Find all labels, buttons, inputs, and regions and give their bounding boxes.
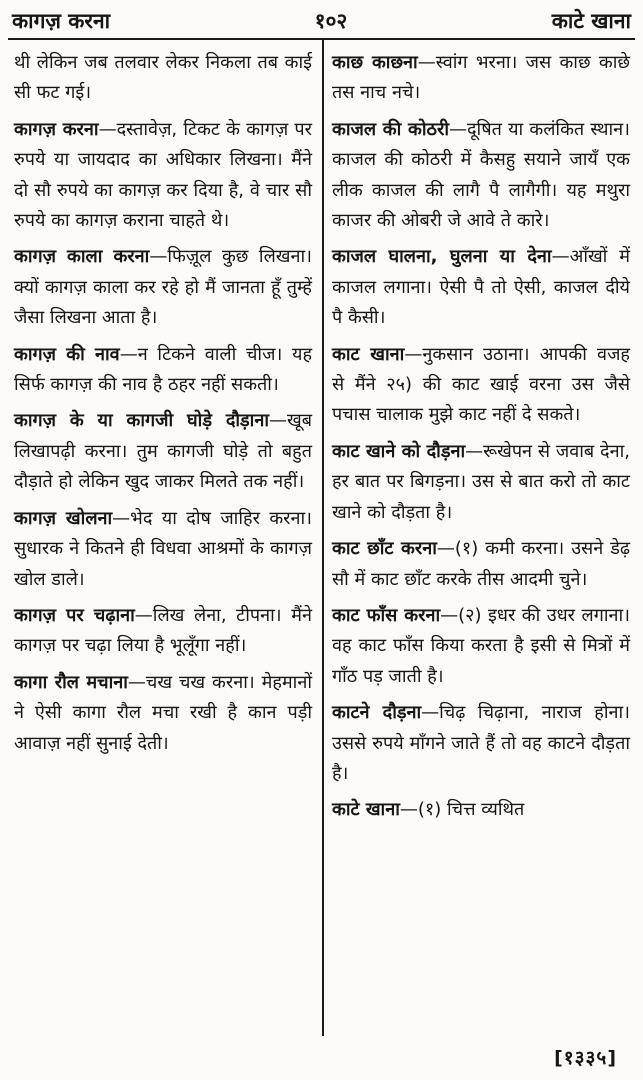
entry-text: —रूखेपन से जवाब देना, हर बात पर बिगड़ना। उस से बात करो तो काट खाने को दौड़ता है। bbox=[332, 440, 630, 523]
entry-headword: कागा रौल मचाना bbox=[14, 671, 128, 693]
left-column bbox=[14, 48, 312, 765]
entry-headword: काट छाँट करना bbox=[332, 538, 437, 560]
entry-text: थी लेकिन जब तलवार लेकर निकला तब काई सी फट गई। bbox=[14, 52, 312, 104]
entry-headword: काटे खाना bbox=[332, 799, 400, 821]
entry-text: —भेद या दोष जाहिर करना। सुधारक ने कितने ही विधवा आश्रमों के कागज़ खोल डाले। bbox=[14, 507, 312, 590]
entry-text: —स्वांग भरना। जस काछ काछे तस नाच नचे। bbox=[332, 52, 630, 104]
page-number: १०२ bbox=[314, 9, 348, 33]
entry bbox=[14, 504, 312, 595]
entry bbox=[14, 242, 312, 333]
entry bbox=[332, 242, 630, 333]
entry-headword: कागज़ करना bbox=[14, 118, 99, 140]
entry bbox=[332, 340, 630, 431]
entry bbox=[332, 698, 630, 789]
entry-headword: काजल घालना, घुलना या देना bbox=[332, 246, 552, 268]
entry-headword: कागज़ काला करना bbox=[14, 246, 150, 268]
entry bbox=[14, 668, 312, 759]
entry-text: —दस्तावेज़, टिकट के कागज़ पर रुपये या जायदाद का अधिकार लिखना। मैंने दो सौ रुपये का कागज़ कर दिया है, वे चार सौ रुपये का कागज़ कराना चाहते थे। bbox=[14, 118, 312, 232]
entry-headword: कागज़ पर चढ़ाना bbox=[14, 604, 135, 626]
entry-text: —आँखों में काजल लगाना। ऐसी पै तो ऐसी, काजल दीये पै कैसी। bbox=[332, 246, 630, 329]
entry bbox=[14, 406, 312, 497]
page-header bbox=[12, 6, 631, 36]
entry bbox=[332, 48, 630, 109]
entry-headword: काट फाँस करना bbox=[332, 604, 441, 626]
entry-text: —(२) इधर की उधर लगाना। वह काट फाँस किया करता है इसी से मित्रों में गाँठ पड़ जाती है। bbox=[332, 604, 630, 687]
entry-text: —(१) चित्त व्यथित bbox=[399, 799, 525, 821]
entry-headword: कागज़ की नाव bbox=[14, 343, 120, 365]
entry-headword: कागज़ खोलना bbox=[14, 507, 113, 529]
entry-text: —खूब लिखापढ़ी करना। तुम कागजी घोड़े तो बहुत दौड़ाते हो लेकिन खुद जाकर मिलते तक नहीं। bbox=[14, 410, 312, 493]
entry-headword: काट खाने को दौड़ना bbox=[332, 440, 466, 462]
page-code: [१३३५] bbox=[554, 1047, 617, 1069]
entry bbox=[332, 437, 630, 528]
entry-headword: काटने दौड़ना bbox=[332, 702, 422, 724]
header-left-guide-word: कागज़ करना bbox=[12, 9, 111, 33]
entry bbox=[332, 534, 630, 595]
entry bbox=[332, 115, 630, 237]
entry-text: —लिख लेना, टीपना। मैंने कागज़ पर चढ़ा लिया है भूलूँगा नहीं। bbox=[14, 604, 312, 657]
entry bbox=[14, 340, 312, 401]
entry-headword: काट खाना bbox=[332, 343, 405, 365]
entry-text: —चिढ़ चिढ़ाना, नाराज होना। उससे रुपये माँगने जाते हैं तो वह काटने दौड़ता है। bbox=[332, 702, 630, 784]
right-column bbox=[332, 48, 630, 832]
entry-text: —(१) कमी करना। उसने डेढ़ सौ में काट छाँट करके तीस आदमी चुने। bbox=[332, 538, 630, 590]
column-divider bbox=[322, 40, 324, 1036]
entry-text: —फिज़ूल कुछ लिखना। क्यों कागज़ काला कर रहे हो मैं जानता हूँ तुम्हें जैसा लिखना आता है। bbox=[14, 246, 312, 329]
entry bbox=[14, 601, 312, 662]
entry-headword: कागज़ के या कागजी घोड़े दौड़ाना bbox=[14, 410, 269, 432]
entry-text: —दूषित या कलंकित स्थान। काजल की कोठरी में कैसहु सयाने जायँ एक लीक काजल की लागै पै लागैगी। यह मथुरा काजर की ओबरी जे आवे ते कारे। bbox=[332, 118, 630, 232]
entry-headword: काछ काछना bbox=[332, 52, 418, 73]
entry-text: —न टिकने वाली चीज। यह सिर्फ कागज़ की नाव है ठहर नहीं सकती। bbox=[14, 343, 313, 396]
entry-text: —नुकसान उठाना। आपकी वजह से मैंने २५) की काट खाई वरना उस जैसे पचास चालाक मुझे काट नहीं दे सकते। bbox=[332, 343, 630, 426]
entry bbox=[332, 795, 630, 825]
entry bbox=[332, 601, 630, 692]
header-right-guide-word: काटे खाना bbox=[551, 9, 631, 33]
entry-headword: काजल की कोठरी bbox=[332, 118, 449, 140]
entry bbox=[14, 48, 312, 109]
entry bbox=[14, 115, 312, 237]
entry-text: —चख चख करना। मेहमानों ने ऐसी कागा रौल मचा रखी है कान पड़ी आवाज़ नहीं सुनाई देती। bbox=[14, 671, 312, 754]
